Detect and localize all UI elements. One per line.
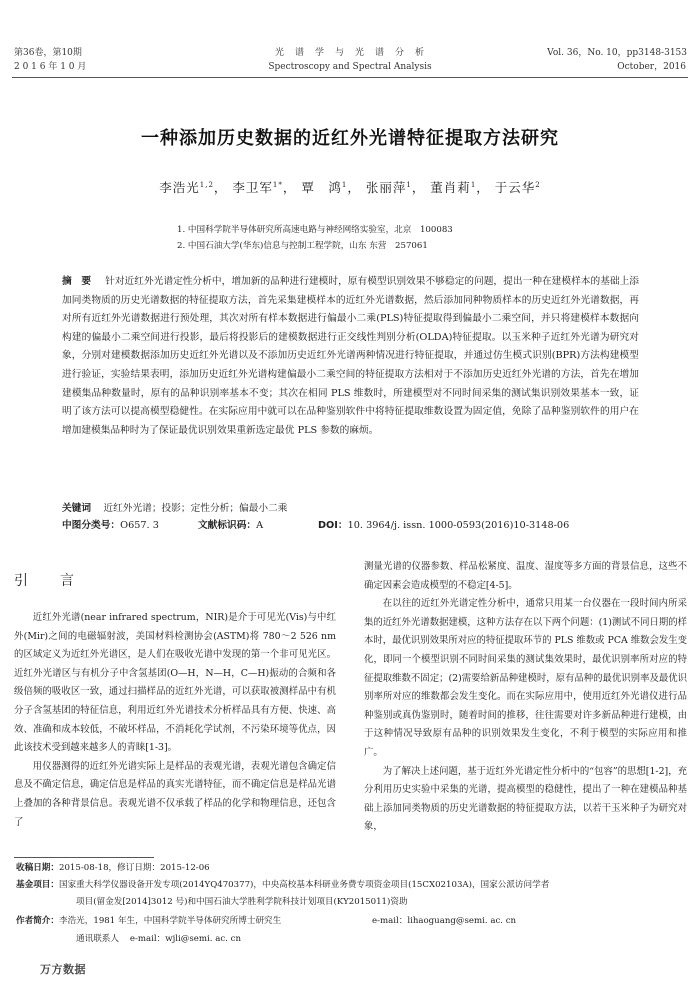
clc-code: O657. 3 (120, 520, 159, 531)
intro-left-column (14, 609, 336, 832)
author: 董肖莉$^1$ (430, 180, 477, 195)
keywords-line (62, 501, 287, 517)
intro-paragraph: 近红外光谱(near infrared spectrum，NIR)是介于可见光(Vis)与中红外(Mir)之间的电磁辐射波，美国材料检测协会(ASTM)将 780～2 526 nm 的区域定义为近红外光谱区，是人们在吸收光谱中发现的第一个非可见光区。近红外光谱区与有机分子中含氢基团(O—H，N—H，C—H)振动的合频和各级倍频的吸收区一致，通过扫描样品的近红外光谱，可以获取被测样品中有机分子含氢基团的特征信息，利用近红外光谱技术分析样品具有方便、快速、高效、准确和成本较低，不破坏样品，不消耗化学试剂，不污染环境等优点，因此该技术受到越来越多人的青睐[1-3]。 (14, 612, 336, 754)
affiliation-1: 1. 中国科学院半导体研究所高速电路与神经网络实验室，北京 100083 (177, 225, 453, 235)
author-list: 李浩光$^{1,2}$， 李卫军$^{1*}$， 覃 鸿$^1$， 张丽萍$^1$， 董肖莉$^1$， 于云华$^2$ (159, 180, 541, 195)
doi: 10. 3964/j. issn. 1000-0593(2016)10-3148-06 (347, 520, 570, 531)
fund-line: 国家重大科学仪器设备开发专项(2014YQ470377)，中央高校基本科研业务费专项资金项目(15CX02103A)，国家公派访问学者 (58, 880, 550, 890)
affiliation-2: 2. 中国石油大学(华东)信息与控制工程学院，山东 东营 257061 (177, 241, 428, 251)
intro-paragraph: 为了解决上述问题，基于近红外光谱定性分析中的“包容”的思想[1-2]，充分利用历史实验中采集的光谱，提高模型的稳健性，提出了一种在建模品种基础上添加同类物质的历史光谱数据的特征提取方法，以若干玉米种子为研究对象， (364, 765, 687, 833)
author-label: 作者简介： (16, 916, 59, 926)
author-email: e-mail：lihaoguang@semi. ac. cn (372, 916, 517, 926)
journal-title-en: Spectroscopy and Spectral Analysis (268, 62, 432, 72)
corr-email: e-mail：wjli@semi. ac. cn (129, 934, 241, 944)
doi-label: DOI： (318, 520, 348, 531)
header-volume: 第36卷，第10期 (14, 48, 82, 58)
watermark: 万方数据 (40, 963, 86, 976)
fund-line-2: 项目(留金发[2014]3012 号)和中国石油大学胜利学院科技计划项目(KY2015011)资助 (76, 897, 408, 907)
footnote-author (16, 913, 281, 930)
corresponding-author (76, 931, 241, 948)
dates: 2015-08-18，修订日期：2015-12-06 (58, 863, 210, 873)
header-rule (12, 77, 688, 78)
doi-line (318, 518, 569, 534)
keywords: 近红外光谱；投影；定性分析；偏最小二乘 (103, 503, 288, 514)
footnote-dates (16, 860, 210, 877)
footnote-fund (16, 877, 688, 894)
abstract-text: 针对近红外光谱定性分析中，增加新的品种进行建模时，原有模型识别效果不够稳定的问题，提出一种在建模样本的基础上添加同类物质的历史光谱数据的特征提取方法，首先采集建模样本的近红外光谱数据，然后添加同种物质样本的历史近红外光谱数据，再对所有近红外光谱数据进行预处理，其次对所有样本数据进行偏最小二乘(PLS)特征提取得到偏最小二乘空间，并只将建模样本数据向构建的偏最小二乘空间进行投影，最后将投影后的建模数据进行正交线性判别分析(OLDA)特征提取。以玉米种子近红外光谱为研究对象，分别对建模数据添加历史近红外光谱以及不添加历史近红外光谱两种情况进行特征提取，并通过仿生模式识别(BPR)方法构建模型进行验证，实验结果表明，添加历史近红外光谱构建偏最小二乘空间的特征提取方法相对于不添加历史近红外光谱的方法，首先在增加建模集品种数量时，原有的品种识别率基本不变；其次在相同 PLS 维数时，所建模型对不同时间采集的测试集识别效果基本一致，证明了该方法可以提高模型稳健性。在实际应用中就可以在品种鉴别软件中将特征提取维数设置为固定值，免除了品种鉴别软件的用户在增加建模集品种时为了保证最优识别效果重新选定最优 PLS 参数的麻烦。 (62, 276, 639, 436)
dates-label: 收稿日期： (16, 863, 59, 873)
header-date: 2 0 1 6 年 1 0 月 (14, 62, 87, 72)
journal-title-cn: 光 谱 学 与 光 谱 分 析 (274, 48, 425, 58)
intro-paragraph: 在以往的近红外光谱定性分析中，通常只用某一台仪器在一段时间内所采集的近红外光谱数据建模，这种方法存在以下两个问题：(1)测试不同日期的样本时，最优识别效果所对应的特征提取环节的 PLS 维数或 PCA 维数会发生变化，即同一个模型识别不同时间采集的测试集效果时，最优识别率所对应的特征提取维数不固定；(2)需要给新品种建模时，原有品种的最优识别率及最优识别率所对应的维数都会发生变化。而在实际应用中，使用近红外光谱仪进行品种鉴别或真伪鉴别时，随着时间的推移，往往需要对许多新品种进行建模，由于这种情况导致原有品种的识别效果发生变化，不利于模型的实际应用和推广。 (364, 598, 688, 758)
corr-label: 通讯联系人 (76, 934, 119, 944)
doccode: A (256, 520, 264, 531)
author: 于云华$^2$ (494, 180, 541, 195)
footnote-rule (14, 857, 154, 858)
intro-right-column (364, 558, 687, 837)
intro-paragraph: 用仪器测得的近红外光谱实际上是样品的表观光谱，表观光谱包含确定信息及不确定信息，确定信息是样品的真实光谱特征，而不确定信息是样品光谱上叠加的各种背景信息。表观光谱不仅承载了样品的化学和物理信息，还包含了 (14, 760, 336, 828)
fund-label: 基金项目： (16, 880, 59, 890)
header-month-year: October，2016 (617, 62, 686, 72)
abstract-label: 摘 要 (62, 276, 92, 287)
doccode-line (198, 518, 263, 534)
author-intro: 李浩光，1981 年生，中国科学院半导体研究所博士研究生 (58, 916, 282, 926)
author: 张丽萍$^1$ (365, 180, 412, 195)
author: 覃 鸿$^1$ (301, 180, 348, 195)
doccode-label: 文献标识码： (198, 520, 257, 531)
intro-paragraph: 测量光谱的仪器参数、样品松紧度、温度、湿度等多方面的背景信息，这些不确定因素会造成模型的不稳定[4-5]。 (364, 561, 687, 591)
paper-title: 一种添加历史数据的近红外光谱特征提取方法研究 (141, 128, 559, 149)
clc-label: 中图分类号： (62, 520, 121, 531)
clc-line (62, 518, 159, 534)
header-vol-pages: Vol. 36，No. 10，pp3148-3153 (547, 48, 687, 58)
section-heading-intro: 引 言 (14, 573, 83, 589)
author: 李浩光$^{1,2}$ (159, 180, 214, 195)
author: 李卫军$^{1*}$ (232, 180, 283, 195)
abstract (62, 273, 639, 440)
keywords-label: 关键词 (62, 503, 92, 514)
